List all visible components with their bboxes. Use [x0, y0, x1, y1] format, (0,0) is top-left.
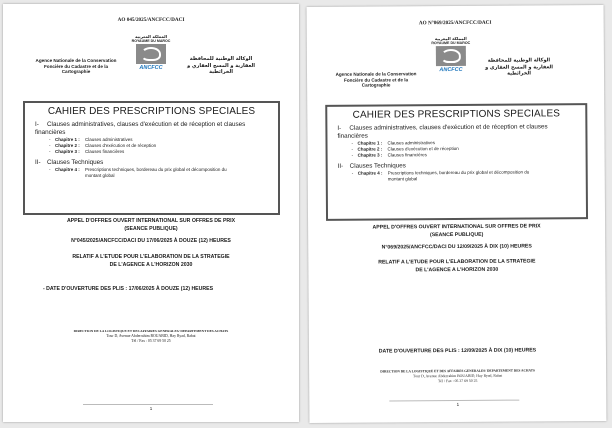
chapter-desc: Clauses financières: [85, 149, 125, 155]
chapter-label: Chapitre 3 :: [55, 149, 80, 155]
date-ouverture: DATE D'OUVERTURE DES PLIS : 12/09/2025 À DIX (10) HEURES: [378, 347, 537, 355]
reference-number: AO 045/2025/ANCFCC/DACI: [117, 17, 185, 23]
chapter-row: - Chapitre 2 : Clauses d'exécution et de réception: [55, 143, 278, 149]
kingdom-arabic: المملكة المغربية: [135, 34, 167, 39]
appel-line-2: (SEANCE PUBLIQUE): [429, 231, 484, 238]
logo-name: ANCFCC: [439, 66, 463, 74]
ao-number: N°045/2025/ANCFCC/DACI DU 17/06/2025 À DOUZE (12) HEURES: [71, 238, 231, 244]
chapter-label: Chapitre 4 :: [357, 170, 383, 176]
footer-street: Tour D, Avenue Abderrahim BOUABID, Hay Ryad, Rabat: [413, 373, 503, 378]
cps-summary-box: [325, 103, 588, 221]
section-2-heading: [35, 159, 270, 167]
page-number: 1: [456, 401, 460, 408]
chapter-desc: Clauses d'exécution et de réception: [387, 146, 459, 152]
relatif-line-1: RELATIF A L'ETUDE POUR L'ELABORATION DE LA STRATEGIE: [378, 258, 536, 266]
chapter-label: Chapitre 1 :: [55, 137, 80, 143]
chapter-desc: Clauses d'exécution et de réception: [85, 143, 157, 149]
appel-line-2: (SEANCE PUBLIQUE): [124, 225, 178, 232]
footer-address: [309, 368, 606, 385]
chapter-row: - Chapitre 2 : Clauses d'exécution et de réception: [358, 146, 586, 154]
section-1-title: Clauses administratives, clauses d'exécution et de réception et clauses financières: [35, 121, 246, 137]
section-1-title: Clauses administratives, clauses d'exécution et de réception et clauses financières: [337, 123, 548, 141]
agency-name-french: Agence Nationale de la Conservation Foncière du Cadastre et de la Cartographie: [335, 71, 417, 89]
chapter-label: Chapitre 2 :: [55, 143, 80, 149]
footer-direction: DIRECTION DE LA LOGISTIQUE ET DES AFFAIRES GENERALES/ DEPARTEMENT DES ACHATS: [380, 368, 535, 374]
section-2-number: II-: [35, 158, 41, 166]
kingdom-french: ROYAUME DU MAROC: [431, 40, 471, 46]
ancfcc-logo-icon: [436, 46, 466, 66]
chapter-desc: Prescriptions techniques, bordereau du prix global et décomposition du montant global: [387, 169, 530, 182]
appel-line-1: APPEL D'OFFRES OUVERT INTERNATIONAL SUR OFFRES DE PRIX: [372, 223, 541, 231]
chapter-row: - Chapitre 1 : Clauses administratives: [357, 139, 585, 147]
footer-street: Tour D, Avenue Abderrahim BOUABID, Hay Ryad, Rabat: [106, 333, 196, 338]
chapter-row: - Chapitre 3 : Clauses financières: [55, 149, 278, 155]
footer-address: [3, 329, 299, 344]
relatif-line-2: DE L'AGENCE A L'HORIZON 2030: [415, 266, 499, 273]
footer-phone: Tél / Fax : 05 37 69 50 25: [437, 378, 478, 383]
chapter-desc: Clauses administratives: [387, 140, 436, 146]
chapter-label: Chapitre 1 :: [357, 140, 383, 147]
kingdom-arabic: المملكة المغربية: [434, 35, 467, 42]
document-page-2: [307, 5, 607, 423]
cps-summary-box: [23, 101, 280, 215]
relatif-heading: [308, 258, 605, 275]
section-2-title: Clauses Techniques: [47, 158, 104, 166]
footer-phone: Tél / Fax : 05 37 69 50 25: [131, 338, 171, 343]
kingdom-french: ROYAUME DU MAROC: [131, 39, 171, 43]
relatif-heading: [3, 254, 299, 269]
agency-name-arabic: الوكالة الوطنية للمحافظة العقارية و المسح العقاري و الخرائطية: [187, 56, 255, 75]
appel-offres-heading: [308, 223, 605, 240]
logo-name: ANCFCC: [139, 65, 163, 71]
date-ouverture: - DATE D'OUVERTURE DES PLIS : 17/06/2025 À DOUZE (12) HEURES: [43, 286, 214, 292]
chapter-row: - Chapitre 1 : Clauses administratives: [55, 137, 278, 143]
footer-direction: DIRECTION DE LA LOGISTIQUE ET DES AFFAIRES GENERALES/ DEPARTEMENT DES ACHATS: [73, 329, 229, 333]
cps-title: CAHIER DES PRESCRIPTIONS SPECIALES: [47, 106, 256, 117]
chapter-row: - Chapitre 4 : Prescriptions techniques, bordereau du prix global et décomposition du montant global: [358, 169, 586, 183]
agency-name-arabic: الوكالة الوطنية للمحافظة العقارية و المسح العقاري و الخرائطية: [485, 57, 553, 77]
agency-logo-block: [429, 36, 473, 73]
agency-logo-block: [129, 34, 173, 71]
appel-offres-heading: [3, 218, 299, 233]
relatif-line-2: DE L'AGENCE A L'HORIZON 2030: [109, 261, 193, 268]
chapter-row: - Chapitre 4 : Prescriptions techniques, bordereau du prix global et décomposition du montant global: [55, 167, 278, 179]
section-2-title: Clauses Techniques: [349, 161, 406, 170]
ancfcc-logo-icon: [136, 44, 166, 64]
chapter-desc: Clauses financières: [387, 152, 427, 158]
appel-line-1: APPEL D'OFFRES OUVERT INTERNATIONAL SUR OFFRES DE PRIX: [66, 218, 236, 224]
ao-number: N°069/2025/ANCFCC/DACI DU 12/09/2025 À DIX (10) HEURES: [381, 243, 532, 251]
cps-title: CAHIER DES PRESCRIPTIONS SPECIALES: [352, 108, 561, 121]
chapter-row: - Chapitre 3 : Clauses financières: [358, 152, 586, 160]
section-1-number: I-: [337, 124, 342, 132]
section-1-number: I-: [35, 121, 39, 128]
reference-number: AO N°069/2025/ANCFCC/DACI: [418, 19, 492, 27]
relatif-line-1: RELATIF A L'ETUDE POUR L'ELABORATION DE LA STRATEGIE: [72, 254, 230, 260]
document-page-1: [3, 4, 299, 422]
chapter-desc: Clauses administratives: [85, 137, 133, 143]
section-2-number: II-: [337, 162, 344, 170]
chapter-label: Chapitre 3 :: [357, 152, 383, 159]
chapter-label: Chapitre 2 :: [357, 146, 383, 153]
footer-rule: [83, 404, 213, 405]
section-1-heading: [337, 123, 577, 141]
chapter-desc: Prescriptions techniques, bordereau du prix global et décomposition du montant global: [85, 166, 227, 178]
agency-name-french: Agence Nationale de la Conservation Foncière du Cadastre et de la Cartographie: [35, 58, 117, 75]
page-number: 1: [149, 406, 153, 411]
section-1-heading: [35, 121, 270, 137]
chapter-label: Chapitre 4 :: [55, 166, 80, 172]
